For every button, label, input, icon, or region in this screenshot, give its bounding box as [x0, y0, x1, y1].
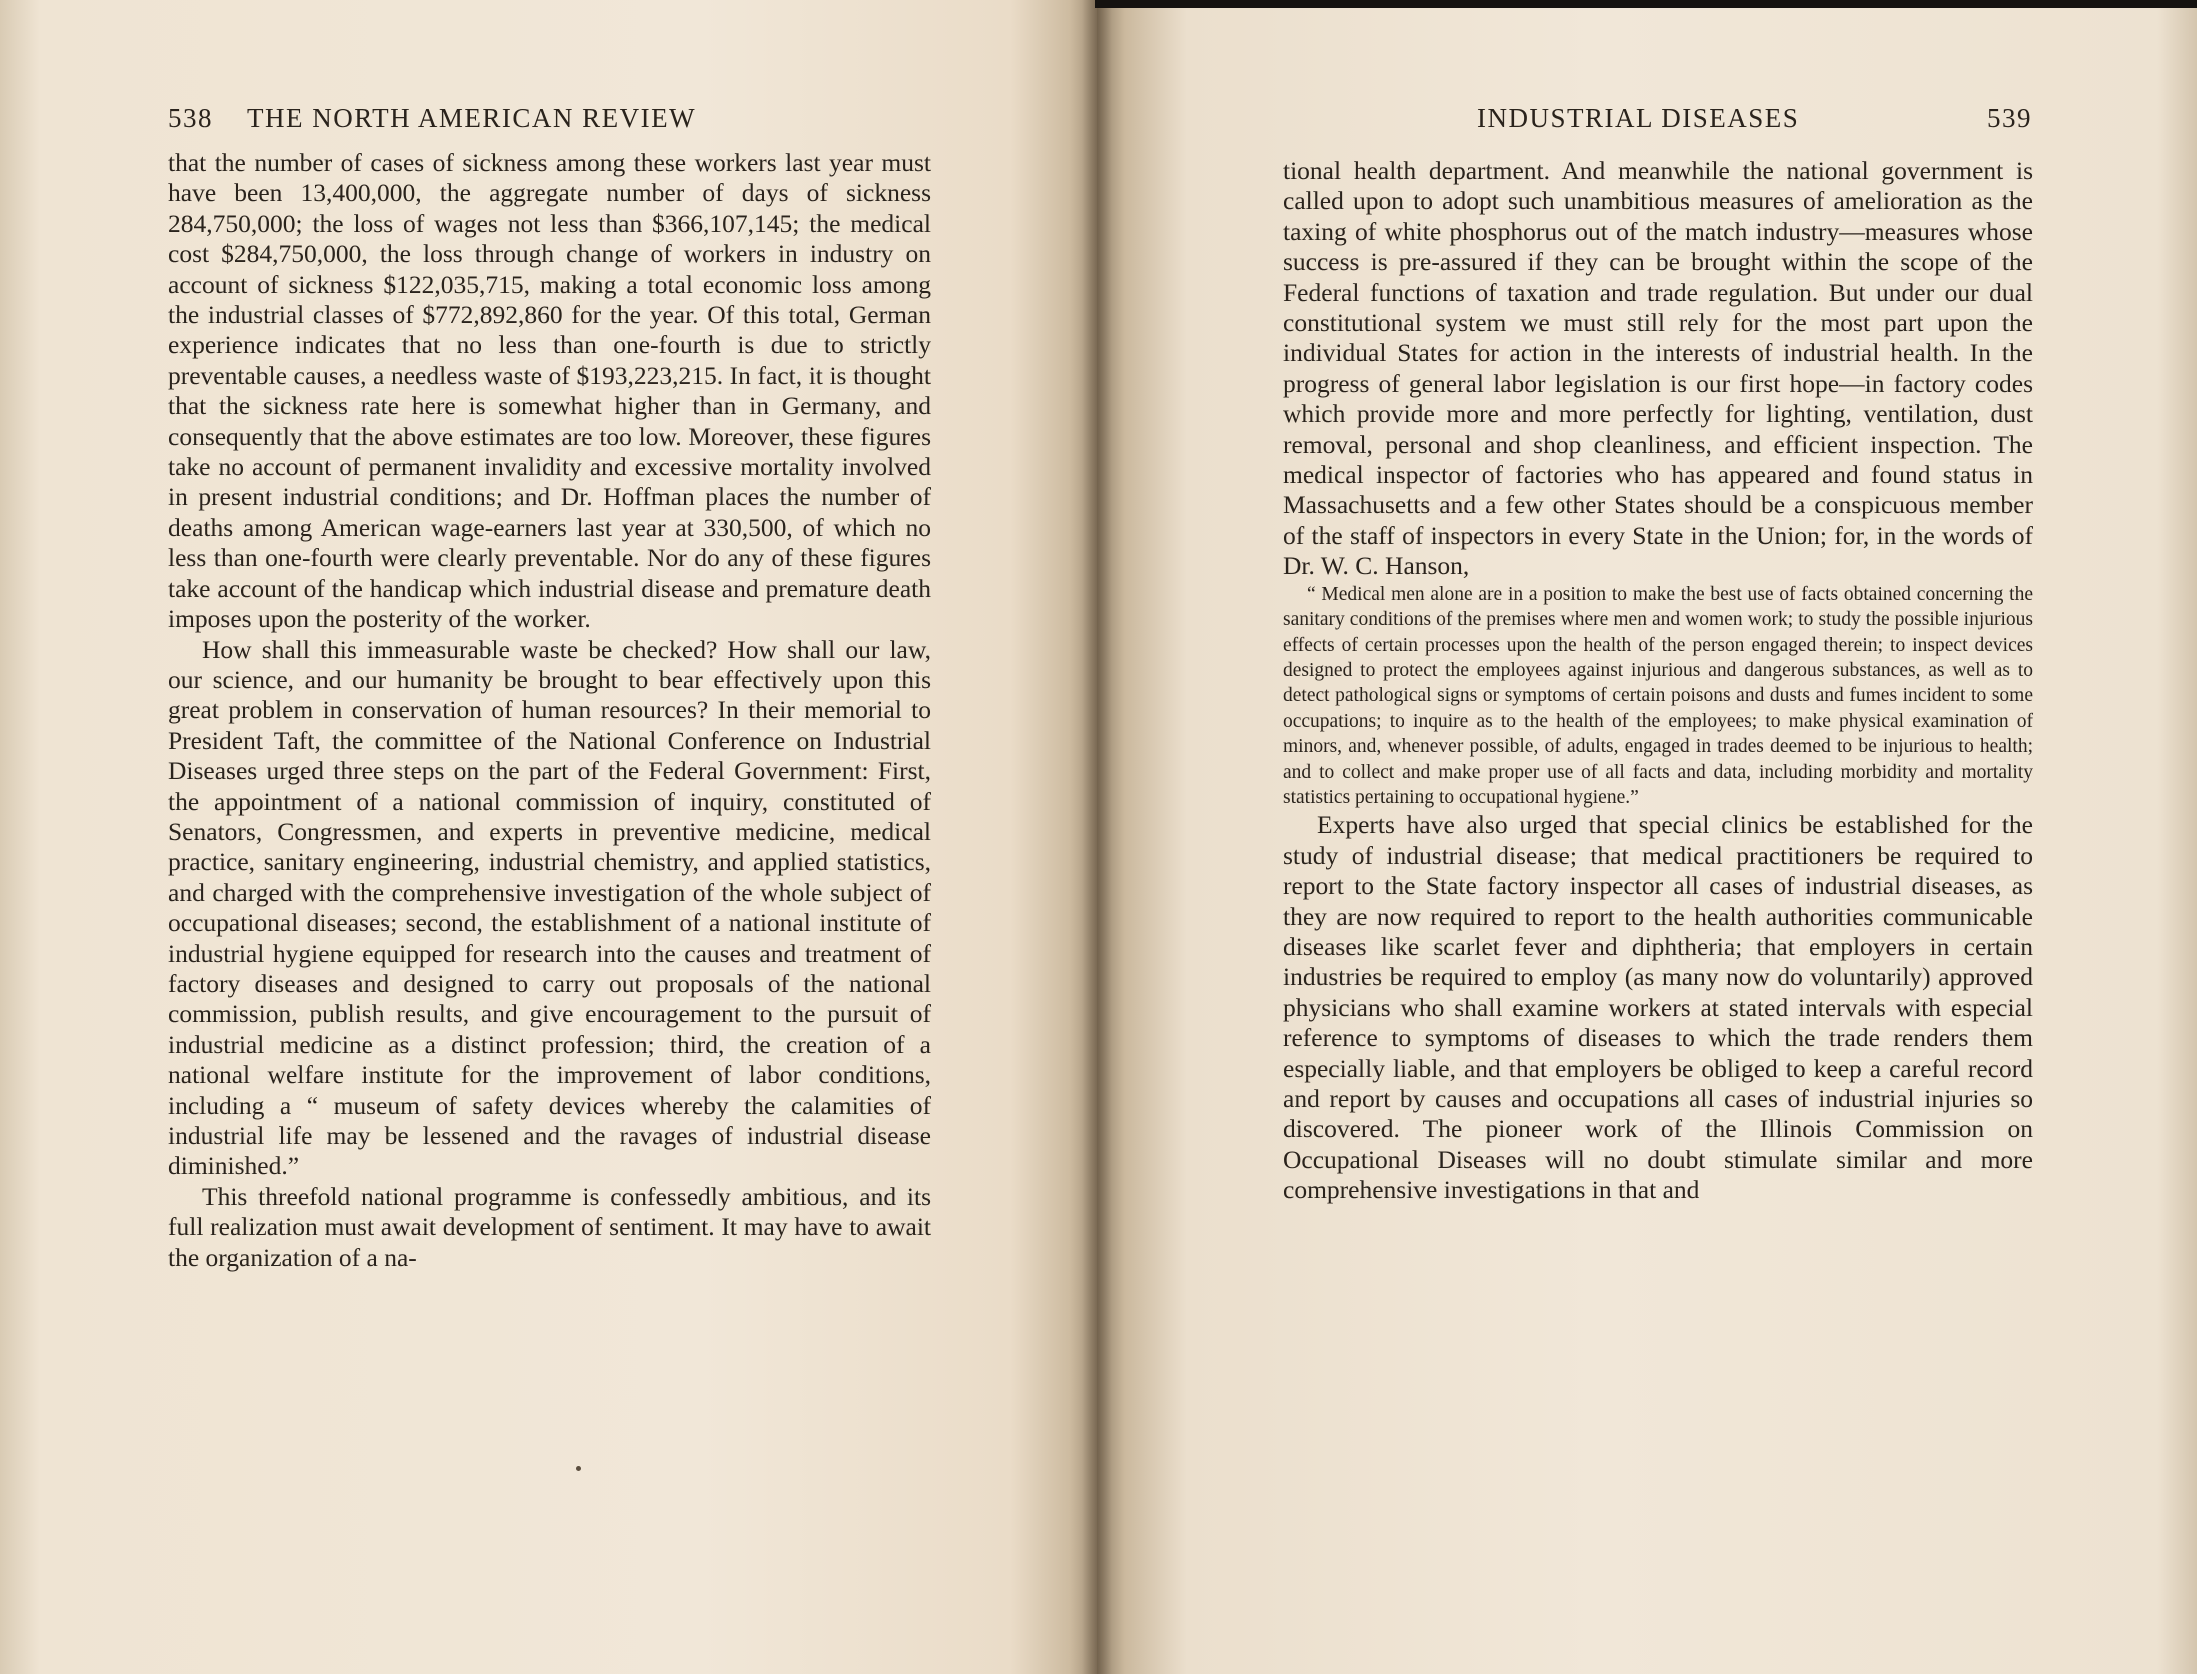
left-text-column	[168, 148, 931, 1273]
right-running-title: INDUSTRIAL DISEASES	[1477, 103, 1800, 133]
right-text-column	[1283, 156, 2033, 1206]
left-running-title: THE NORTH AMERICAN REVIEW	[247, 103, 697, 133]
book-spine-shadow	[1082, 0, 1112, 1674]
left-page	[0, 0, 1097, 1674]
left-running-head	[168, 102, 928, 134]
left-paragraph-2: How shall this immeasurable waste be checked? How shall our law, our science, and our humanity be brought to bear effectively upon this great problem in conservation of human resources? In their memorial to President Taft, the committee of the National Conference on Industrial Diseases urged three steps on the part of the Federal Government: First, the appointment of a national commission of inquiry, constituted of Senators, Congressmen, and experts in preventive medicine, medical practice, sanitary engineering, industrial chemistry, and applied statistics, and charged with the comprehensive investigation of the whole subject of occupational diseases; second, the establishment of a national institute of industrial hygiene equipped for research into the causes and treatment of factory diseases and designed to carry out proposals of the national commission, publish results, and give encouragement to the pursuit of industrial medicine as a distinct profession; third, the creation of a national welfare institute for the improvement of labor conditions, including a “ museum of safety devices whereby the calamities of industrial life may be lessened and the ravages of industrial disease diminished.”	[168, 634, 931, 1181]
left-paragraph-3: This threefold national programme is confessedly ambitious, and its full realization must await development of sentiment. It may have to await the organization of a na-	[168, 1181, 931, 1272]
left-paragraph-1: that the number of cases of sickness among these workers last year must have been 13,400,000, the aggregate number of days of sickness 284,750,000; the loss of wages not less than $366,107,145; the medical cost $284,750,000, the loss through change of workers in industry on account of sickness $122,035,715, making a total economic loss among the industrial classes of $772,892,860 for the year. Of this total, German experience indicates that no less than one-fourth is due to strictly preventable causes, a needless waste of $193,223,215. In fact, it is thought that the sickness rate here is somewhat higher than in Germany, and consequently that the above estimates are too low. Moreover, these figures take no account of permanent invalidity and excessive mortality involved in present industrial conditions; and Dr. Hoffman places the number of deaths among American wage-earners last year at 330,500, of which no less than one-fourth were clearly preventable. Nor do any of these figures take account of the handicap which industrial disease and premature death imposes upon the posterity of the worker.	[168, 148, 931, 634]
right-page	[1097, 0, 2197, 1674]
right-running-head	[1477, 102, 2037, 134]
block-quote: “ Medical men alone are in a position to make the best use of facts obtained concerning the sanitary conditions of the premises where men and women work; to study the possible injurious effects of certain processes upon the health of the person engaged therein; to inspect devices designed to protect the employees against injurious and dangerous substances, as well as to detect pathological signs or symptoms of certain poisons and dusts and fumes incident to some occupations; to inquire as to the health of the employees; to make physical examination of minors, and, whenever possible, of adults, engaged in trades deemed to be injurious to health; and to collect and make proper use of all facts and data, including morbidity and mortality statistics pertaining to occupational hygiene.”	[1283, 583, 2033, 808]
right-paragraph-1: tional health department. And meanwhile the national government is called upon to adopt such unambitious measures of amelioration as the taxing of white phosphorus out of the match industry—measures whose success is pre-assured if they can be brought within the scope of the Federal functions of taxation and trade regulation. But under our dual constitutional system we must still rely for the most part upon the individual States for action in the interests of industrial health. In the progress of general labor legislation is our first hope—in factory codes which provide more and more perfectly for lighting, ventilation, dust removal, personal and shop cleanliness, and efficient inspection. The medical inspector of factories who has appeared and found status in Massachusetts and a few other States should be a conspicuous member of the staff of inspectors in every State in the Union; for, in the words of Dr. W. C. Hanson,	[1283, 156, 2033, 581]
left-page-number: 538	[168, 103, 213, 133]
right-page-number: 539	[1987, 103, 2032, 133]
dark-top-edge	[1095, 0, 2197, 8]
ink-speck	[576, 1466, 581, 1471]
right-paragraph-2: Experts have also urged that special clinics be established for the study of industrial disease; that medical practitioners be required to report to the State factory inspector all cases of industrial diseases, as they are now required to report to the health authorities communicable diseases like scarlet fever and diphtheria; that employers in certain industries be required to employ (as many now do voluntarily) approved physicians who shall examine workers at stated intervals with especial reference to symptoms of diseases to which the trade renders them especially liable, and that employers be obliged to keep a careful record and report by causes and occupations all cases of industrial injuries so discovered. The pioneer work of the Illinois Commission on Occupational Diseases will no doubt stimulate similar and more comprehensive investigations in that and	[1283, 810, 2033, 1205]
